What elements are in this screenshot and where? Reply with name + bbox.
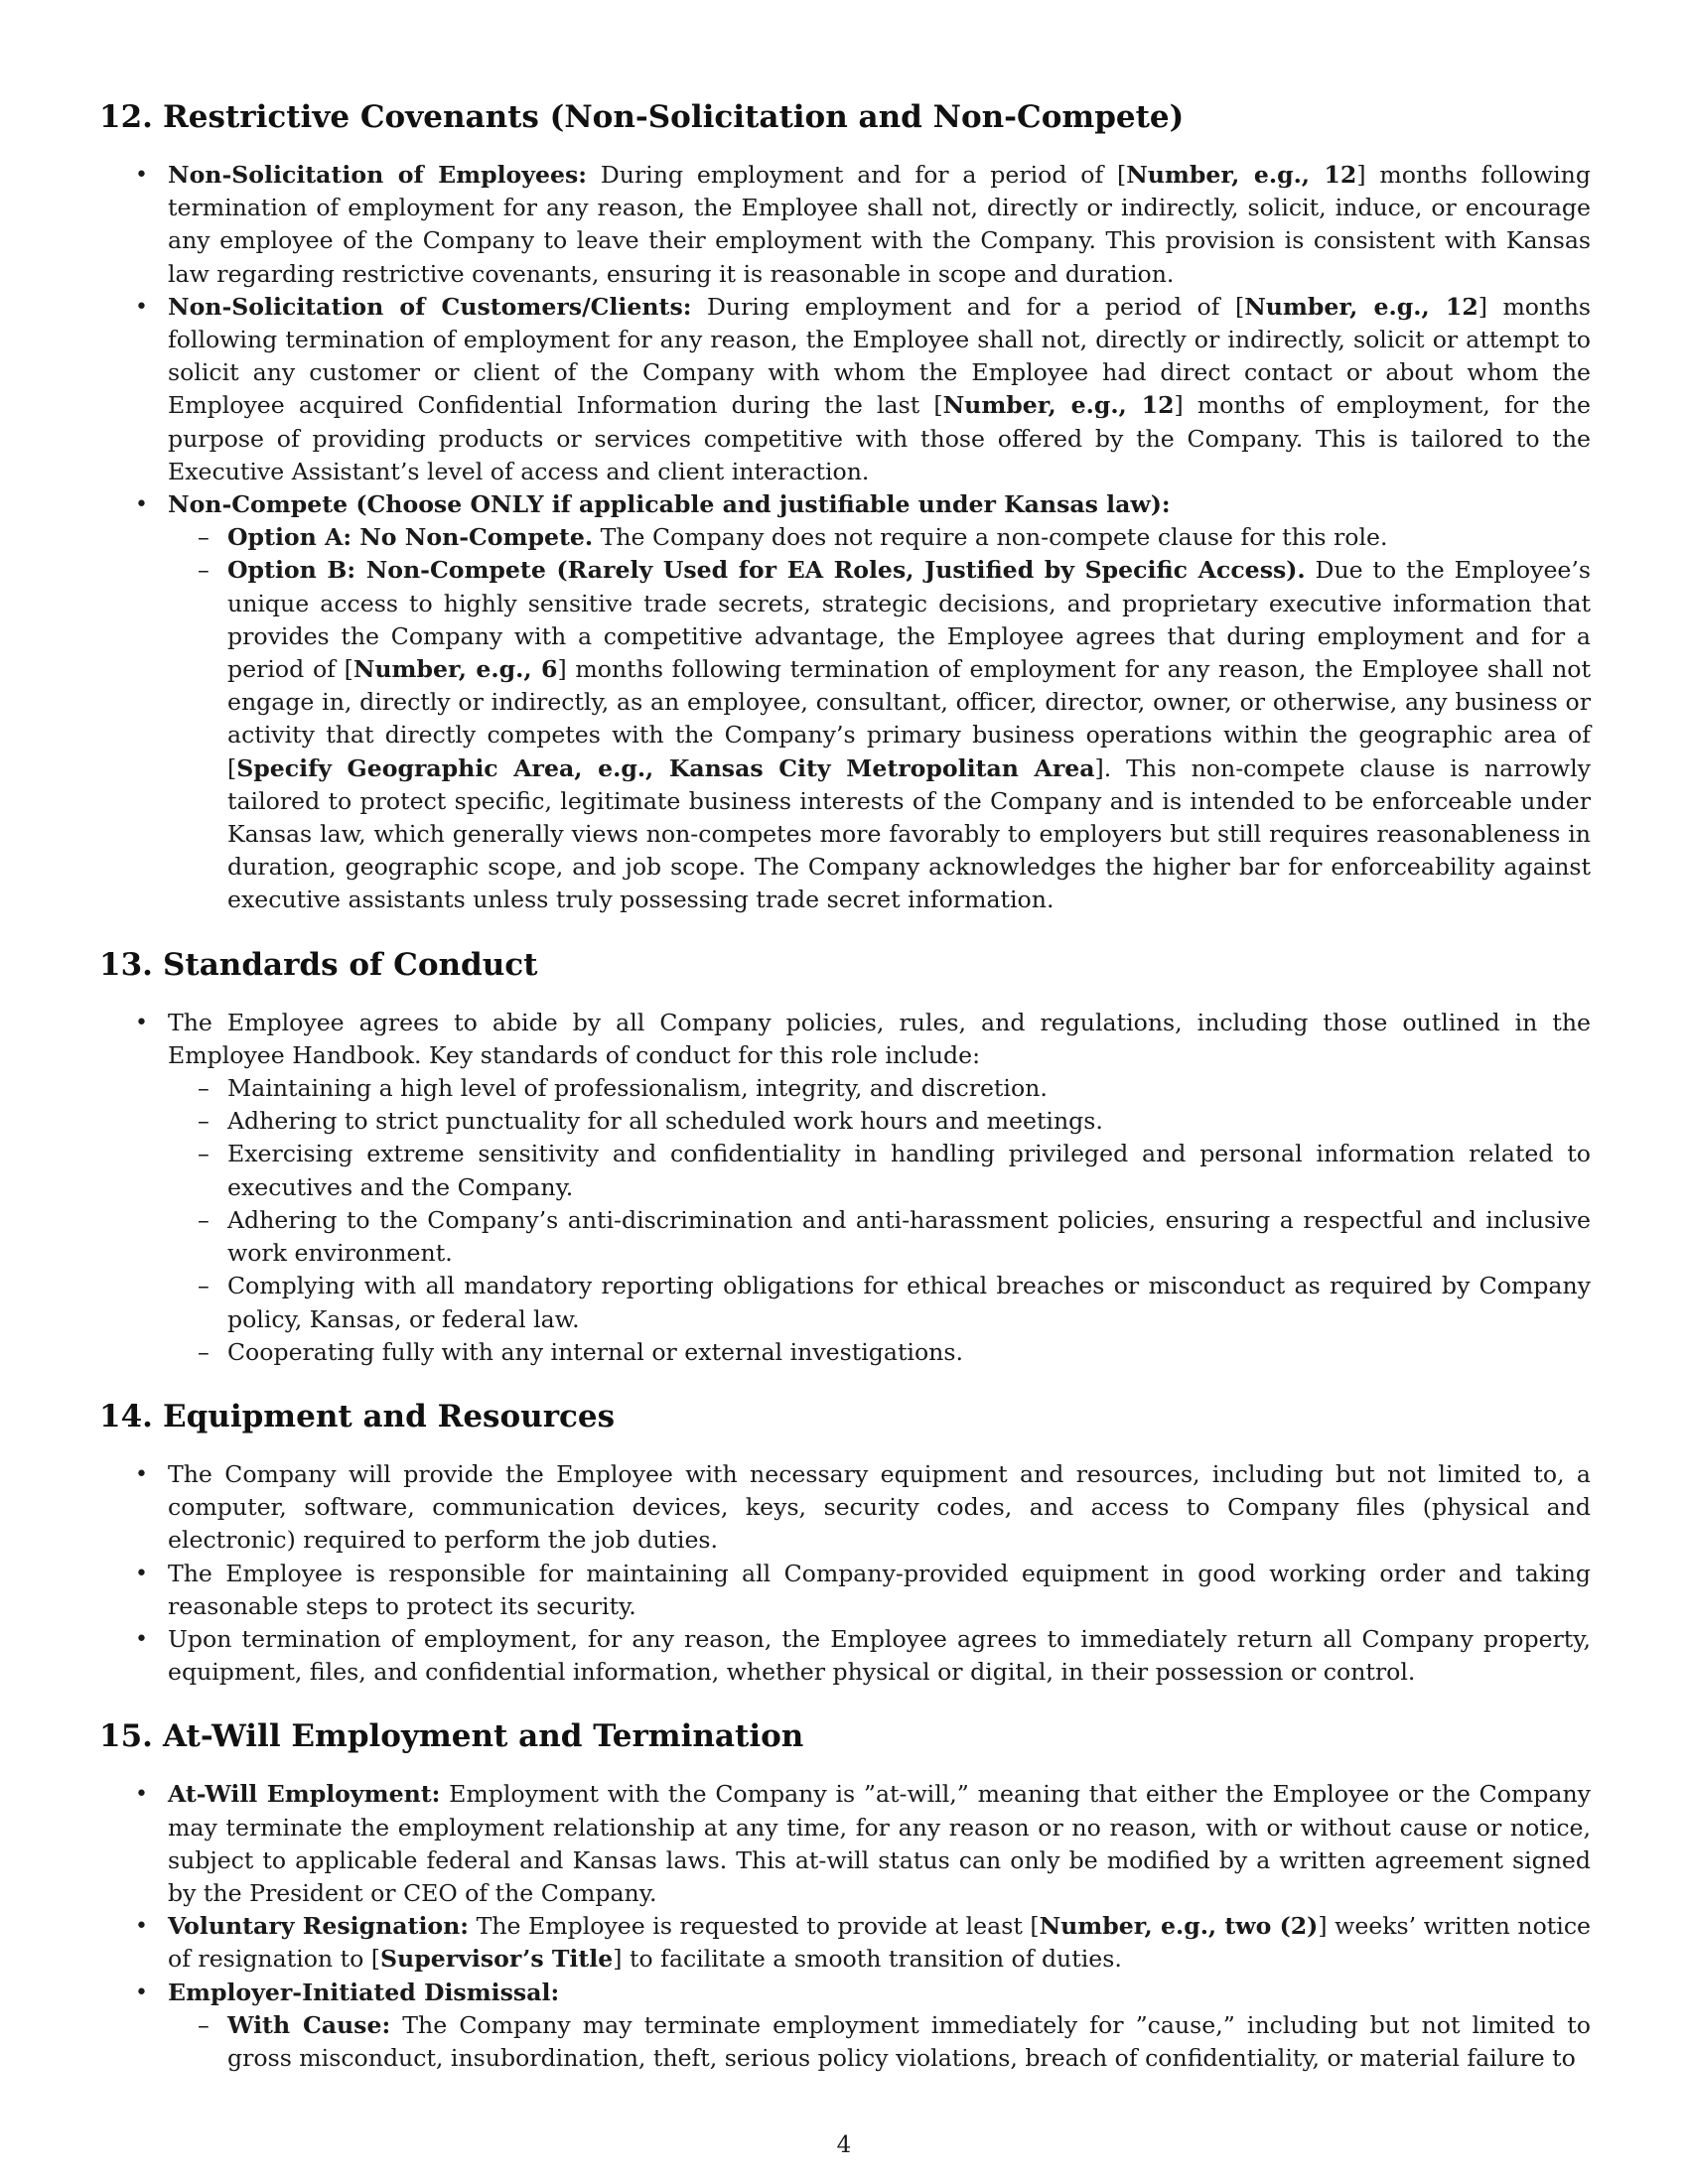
item-text: Due to the Employee’s unique access to highly sensitive trade secrets, strategic decisions, and proprietary executive information that provides the Company with a competitive advantage, the Employee agrees that during employment and for a period of [ [227,556,1591,684]
sub-list-item: – Adhering to the Company’s anti-discrimination and anti-harassment policies, ensuring a respectful and inclusive work environment. [168,1204,1591,1270]
item-text: ]. This non-compete clause is narrowly tailored to protect specific, legitimate business interests of the Company and is intended to be enforceable under Kansas law, which generally views non-competes more favorably to employers but still requires reasonableness in duration, geographic scope, and job scope. The Company acknowledges the higher bar for enforceability against executive assistants unless truly possessing trade secret information. [227,753,1591,914]
sub-list-item: – Cooperating fully with any internal or external investigations. [168,1336,1591,1369]
item-lead: With Cause: [227,2010,391,2039]
section-heading [99,943,1591,987]
placeholder-field: Number, e.g., 12 [1126,161,1357,189]
sub-list-item: – Adhering to strict punctuality for all scheduled work hours and meetings. [168,1105,1591,1138]
item-text: The Company may terminate employment immediately for ”cause,” including but not limited to gross misconduct, insubordination, theft, serious policy violations, breach of confidentiality, or material failure to [227,2010,1591,2072]
list-item [99,1007,1591,1369]
sub-list-item: – Complying with all mandatory reporting obligations for ethical breaches or misconduct as required by Company policy, Kansas, or federal law. [168,1270,1591,1335]
list-item [99,291,1591,488]
section-number: 12. [99,99,153,135]
list-item [99,1977,1591,2076]
list-item [99,488,1591,917]
placeholder-field: Number, e.g., 6 [352,655,558,684]
placeholder-field: Number, e.g., 12 [942,391,1175,420]
bullet-list [99,159,1591,917]
section-heading [99,95,1591,139]
placeholder-field: Specify Geographic Area, e.g., Kansas City Metropolitan Area [236,753,1095,782]
item-text: ] to facilitate a smooth transition of duties. [613,1945,1122,1974]
list-item: • The Employee is responsible for maintaining all Company-provided equipment in good working order and taking reasonable steps to protect its security. [99,1558,1591,1623]
item-lead: Non-Solicitation of Customers/Clients: [168,292,692,321]
item-text: During employment and for a period of [ [691,292,1245,321]
sub-list-item [168,521,1591,554]
sub-list-item: – Maintaining a high level of professionalism, integrity, and discretion. [168,1072,1591,1105]
page-content [99,95,1591,2101]
sub-list-item: – Exercising extreme sensitivity and confidentiality in handling privileged and personal information related to executives and the Company. [168,1138,1591,1203]
placeholder-field: Supervisor’s Title [380,1945,614,1974]
sub-list [99,521,1591,916]
placeholder-field: Number, e.g., 12 [1244,292,1478,321]
sub-list-item [168,554,1591,916]
section-title: At-Will Employment and Termination [163,1718,804,1755]
section-at-will-employment [99,1714,1591,2075]
section-restrictive-covenants [99,95,1591,917]
list-item: • Upon termination of employment, for any reason, the Employee agrees to immediately return all Company property, equipment, files, and confidential information, whether physical or digital, in their possession or control. [99,1623,1591,1689]
item-lead: At-Will Employment: [168,1780,441,1809]
section-equipment-and-resources [99,1395,1591,1689]
bullet-list [99,1007,1591,1369]
sub-list [99,1072,1591,1369]
item-lead: Employer-Initiated Dismissal: [168,1978,560,2006]
section-number: 15. [99,1718,153,1755]
item-text: The Company does not require a non-compete clause for this role. [593,523,1388,552]
item-text: ] months following termination of employment for any reason, the Employee shall not, directly or indirectly, solicit or attempt to solicit any customer or client of the Company with whom the Employee had direct contact or about whom the Employee acquired Confidential Information during the last [ [168,292,1591,420]
bullet-list [99,1458,1591,1689]
sub-list-item [168,2009,1591,2075]
item-lead: Option A: No Non-Compete. [227,523,594,552]
page-number: 4 [836,2132,852,2158]
item-text: The Employee agrees to abide by all Company policies, rules, and regulations, including those outlined in the Employee Handbook. Key standards of conduct for this role include: [168,1008,1591,1069]
list-item: • The Company will provide the Employee with necessary equipment and resources, including but not limited to, a computer, software, communication devices, keys, security codes, and access to Company files (physical and electronic) required to perform the job duties. [99,1458,1591,1558]
list-item [99,159,1591,291]
list-item [99,1910,1591,1976]
section-title: Equipment and Resources [163,1398,616,1434]
item-text: ] months following termination of employment for any reason, the Employee shall not engage in, directly or indirectly, as an employee, consultant, officer, director, owner, or otherwise, any business or activity that directly competes with the Company’s primary business operations within the geographic area of [ [227,655,1591,782]
item-lead: Option B: Non-Compete (Rarely Used for EA Roles, Justified by Specific Access). [227,556,1306,585]
item-lead: Voluntary Resignation: [168,1912,470,1941]
section-number: 14. [99,1398,153,1434]
placeholder-field: Number, e.g., two (2) [1039,1912,1319,1941]
section-standards-of-conduct [99,943,1591,1369]
item-lead: Non-Solicitation of Employees: [168,161,588,189]
section-title: Standards of Conduct [163,946,538,983]
list-item [99,1778,1591,1910]
item-text: ] months of employment, for the purpose of providing products or services competitive with those offered by the Company. This is tailored to the Executive Assistant’s level of access and client interaction. [168,391,1591,485]
item-text: The Employee is requested to provide at least [ [469,1912,1040,1941]
section-heading [99,1395,1591,1438]
section-title: Restrictive Covenants (Non-Solicitation and Non-Compete) [163,99,1185,135]
item-text: ] weeks’ written notice of resignation to [ [168,1912,1592,1974]
sub-list [99,2009,1591,2075]
section-heading [99,1714,1591,1758]
item-text: ] months following termination of employment for any reason, the Employee shall not, directly or indirectly, solicit, induce, or encourage any employee of the Company to leave their employment with the Company. This provision is consistent with Kansas law regarding restrictive covenants, ensuring it is reasonable in scope and duration. [168,161,1591,288]
item-lead: Non-Compete (Choose ONLY if applicable and justifiable under Kansas law): [168,490,1171,519]
item-text: During employment and for a period of [ [587,161,1127,189]
item-text: Employment with the Company is ”at-will,” meaning that either the Employee or the Company may terminate the employment relationship at any time, for any reason or no reason, with or without cause or notice, subject to applicable federal and Kansas laws. This at-will status can only be modified by a written agreement signed by the President or CEO of the Company. [168,1780,1591,1907]
bullet-list [99,1778,1591,2075]
section-number: 13. [99,946,153,983]
